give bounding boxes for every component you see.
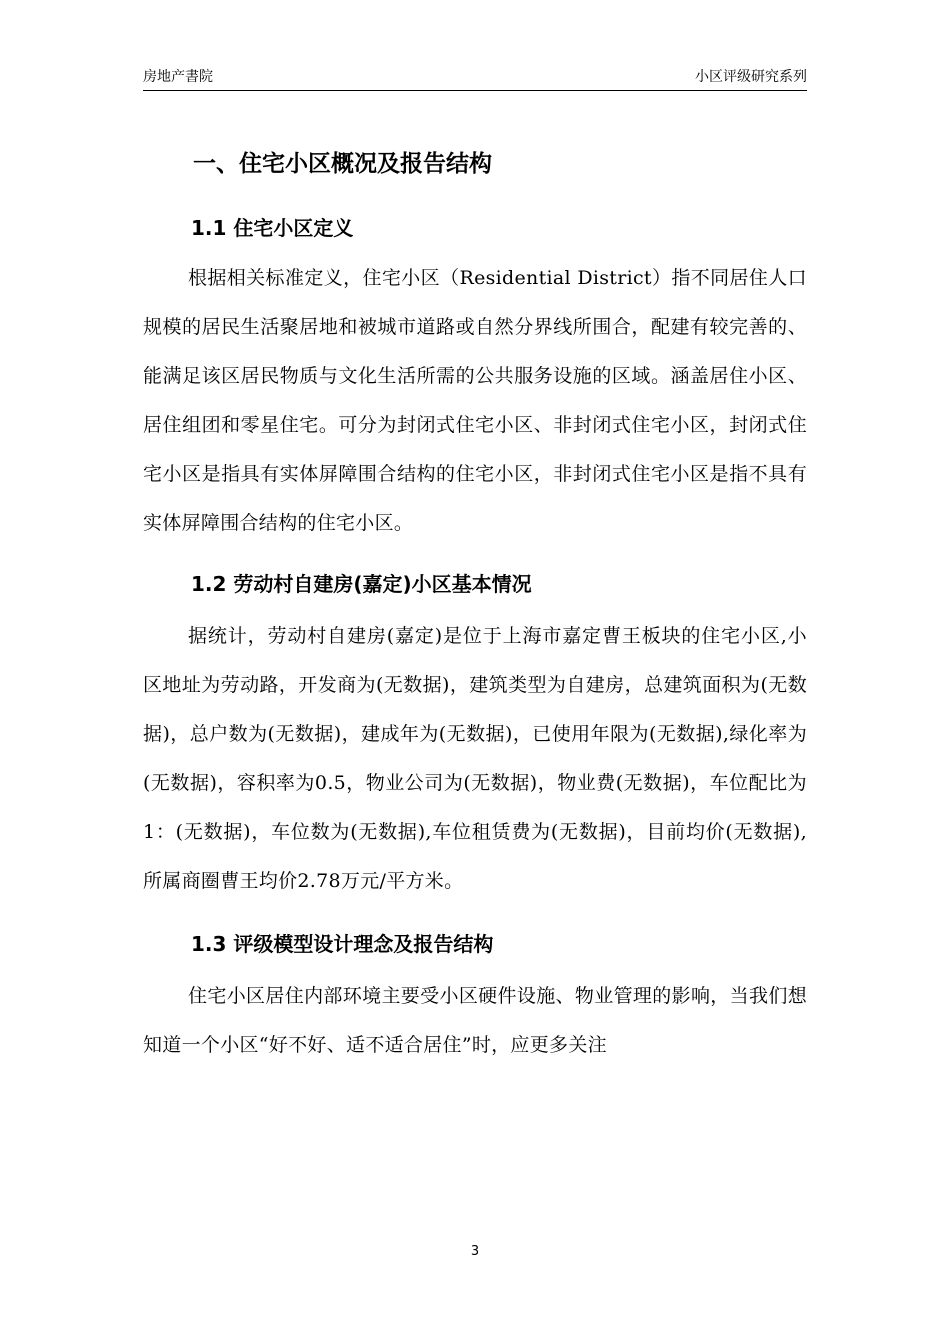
header-right-title: 小区评级研究系列 — [695, 69, 807, 85]
page-number: 3 — [470, 1244, 480, 1259]
section-paragraph-1-1: 根据相关标准定义，住宅小区（Residential District）指不同居住人口规模的居民生活聚居地和被城市道路或自然分界线所围合，配建有较完善的、能满足该区居民物质与文化生活所需的公共服务设施的区域。涵盖居住小区、居住组团和零星住宅。可分为封闭式住宅小区、非封闭式住宅小区，封闭式住宅小区是指具有实体屏障围合结构的住宅小区，非封闭式住宅小区是指不具有实体屏障围合结构的住宅小区。 — [143, 267, 807, 534]
section-paragraph-1-2: 据统计，劳动村自建房(嘉定)是位于上海市嘉定曹王板块的住宅小区,小区地址为劳动路，开发商为(无数据)，建筑类型为自建房，总建筑面积为(无数据)，总户数为(无数据)，建成年为(无数据)，已使用年限为(无数据),绿化率为(无数据)，容积率为0.5，物业公司为(无数据)，物业费(无数据)，车位配比为1：(无数据)，车位数为(无数据),车位租赁费为(无数据)，目前均价(无数据),所属商圈曹王均价2.78万元/平方米。 — [143, 625, 807, 892]
section-heading-1-1: 1.1 住宅小区定义 — [191, 216, 354, 240]
header-left-title: 房地产書院 — [143, 69, 213, 85]
page-header — [143, 68, 807, 91]
section-heading-1-2: 1.2 劳动村自建房(嘉定)小区基本情况 — [191, 572, 532, 596]
section-paragraph-1-3: 住宅小区居住内部环境主要受小区硬件设施、物业管理的影响，当我们想知道一个小区“好不好、适不适合居住”时，应更多关注 — [143, 985, 807, 1056]
section-heading-1-3: 1.3 评级模型设计理念及报告结构 — [191, 932, 494, 956]
chapter-title: 一、住宅小区概况及报告结构 — [193, 151, 492, 177]
document-body — [143, 140, 807, 1070]
